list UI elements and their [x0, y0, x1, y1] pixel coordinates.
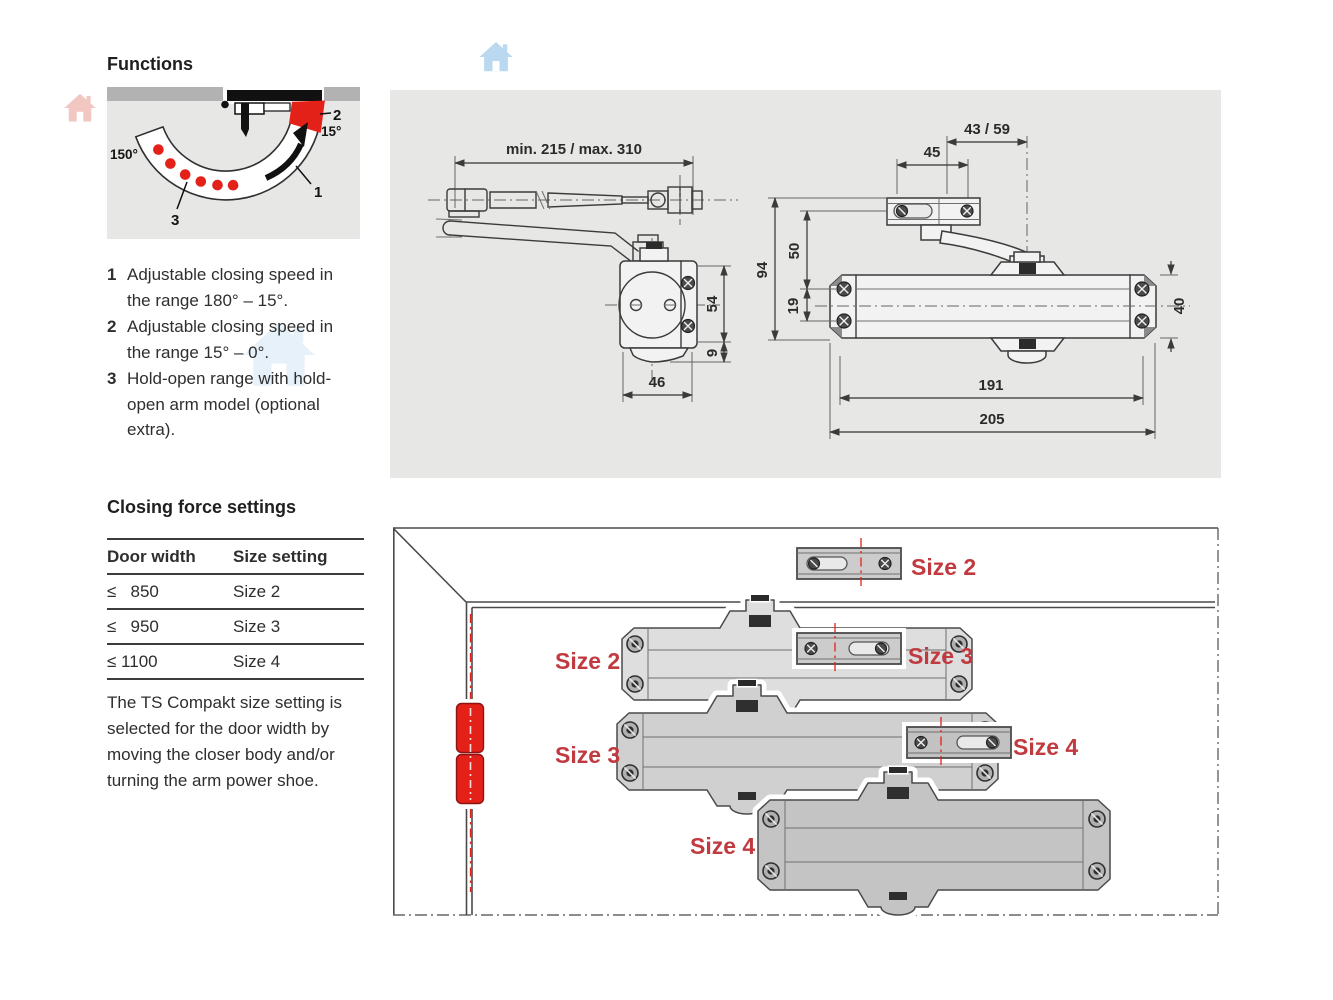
dim-plate-holes: 45 — [923, 144, 941, 161]
dim-fixing-span: 191 — [978, 377, 1004, 394]
angle-latch-label: 15° — [321, 124, 342, 139]
door-width-value: ≤ 850 — [107, 574, 233, 609]
callout-3: 3 — [171, 212, 180, 229]
dim-body-width: 46 — [648, 374, 666, 391]
legend-text: Adjustable closing speed in the range 180° – 15°. — [127, 265, 334, 310]
screw-icon — [682, 320, 695, 333]
size-setting-value: Size 2 — [233, 574, 364, 609]
legend-num: 1 — [107, 265, 117, 284]
house-watermark-icon — [477, 38, 515, 76]
closing-force-title: Closing force settings — [107, 497, 297, 517]
legend-text: Adjustable closing speed in the range 15° – 0°. — [127, 317, 334, 362]
col-door-width: Door width — [107, 539, 233, 574]
arm-side-view — [428, 141, 738, 262]
dim-arm-length: min. 215 / max. 310 — [506, 141, 642, 158]
callout-2: 2 — [333, 107, 342, 124]
legend-text: Hold-open range with hold-open arm model (optional extra). — [127, 369, 332, 439]
screw-icon — [961, 205, 973, 217]
door-width-value: ≤ 950 — [107, 609, 233, 644]
dim-foot-depth: 9 — [704, 348, 721, 358]
legend-item — [107, 366, 339, 443]
body-label-size3: Size 3 — [555, 742, 621, 768]
body-label-size2: Size 2 — [555, 648, 621, 674]
screw-icon — [682, 277, 695, 290]
table-row — [107, 644, 364, 679]
legend-item — [107, 262, 339, 313]
body-label-size4: Size 4 — [690, 833, 756, 859]
legend-num: 3 — [107, 369, 117, 388]
plate-label-size4: Size 4 — [1013, 734, 1079, 760]
mounting-plate-size4 — [902, 717, 1016, 769]
legend-num: 2 — [107, 317, 117, 336]
sizing-note: The TS Compakt size setting is selected for the door width by moving the closer body and/or turning the arm power shoe. — [107, 693, 342, 790]
closing-force-table — [107, 538, 364, 680]
table-row — [107, 609, 364, 644]
dim-overall-height: 94 — [754, 261, 771, 279]
table-header-row — [107, 539, 364, 574]
dim-end-height: 54 — [704, 295, 721, 313]
table-row — [107, 574, 364, 609]
dim-screw-gap: 19 — [785, 297, 802, 315]
dim-body-length: 205 — [979, 411, 1005, 428]
callout-1: 1 — [314, 184, 323, 201]
functions-title: Functions — [107, 54, 193, 74]
angle-open-label: 150° — [110, 147, 138, 162]
dimension-drawing — [390, 90, 1221, 478]
size-setting-value: Size 3 — [233, 609, 364, 644]
col-size-setting: Size setting — [233, 539, 364, 574]
size-setting-value: Size 4 — [233, 644, 364, 679]
closer-end-view — [605, 238, 731, 402]
mounting-plate-size3 — [792, 623, 906, 675]
dim-body-depth: 40 — [1171, 297, 1188, 315]
plate-label-size2: Size 2 — [911, 554, 977, 580]
screw-icon — [897, 206, 908, 217]
functions-diagram — [107, 87, 360, 239]
functions-legend — [107, 262, 339, 444]
dim-plate-to-body: 50 — [786, 242, 803, 260]
house-watermark-icon — [62, 90, 98, 126]
door-hinge — [452, 614, 489, 892]
closer-front-view — [754, 121, 1190, 439]
dim-pinion-offset: 43 / 59 — [964, 121, 1010, 138]
plate-label-size3: Size 3 — [908, 643, 974, 669]
legend-item — [107, 314, 339, 365]
mounting-plate-size2 — [792, 538, 906, 590]
door-width-value: ≤ 1100 — [107, 644, 233, 679]
installation-diagram — [393, 518, 1233, 922]
